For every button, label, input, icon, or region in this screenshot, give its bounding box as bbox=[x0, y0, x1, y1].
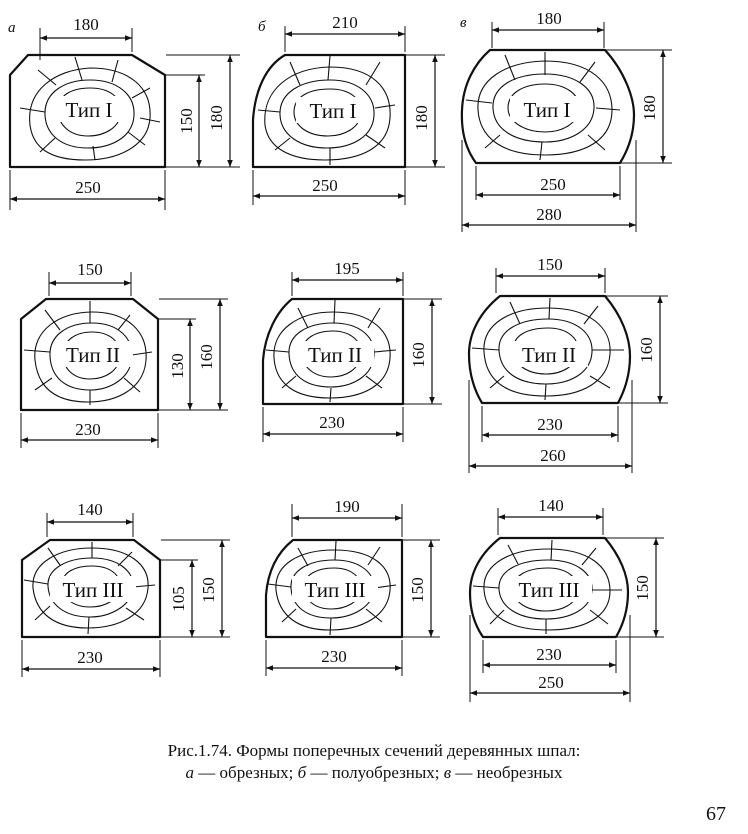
dim-bottom-outer: 280 bbox=[536, 205, 562, 224]
dim-bottom: 230 bbox=[75, 420, 101, 439]
type-label: Тип III bbox=[304, 578, 366, 602]
dim-top: 195 bbox=[334, 259, 360, 278]
column-label-a: а bbox=[8, 20, 16, 36]
column-label-v: в bbox=[460, 15, 467, 31]
caption-legend bbox=[0, 762, 748, 784]
dim-outer-height: 160 bbox=[409, 342, 428, 368]
dim-outer-height: 160 bbox=[197, 344, 216, 370]
dim-bottom: 250 bbox=[312, 176, 338, 195]
dim-bottom: 230 bbox=[319, 413, 345, 432]
caption-text-v: — необрезных bbox=[451, 763, 563, 782]
type-label: Тип I bbox=[65, 98, 113, 122]
dim-bottom-outer: 250 bbox=[538, 673, 564, 692]
caption-letter-v: в bbox=[443, 763, 452, 782]
dim-top: 180 bbox=[536, 9, 562, 28]
dim-bottom: 230 bbox=[321, 647, 347, 666]
dim-bottom: 250 bbox=[540, 175, 566, 194]
type-label: Тип III bbox=[518, 578, 580, 602]
dim-top: 140 bbox=[77, 500, 103, 519]
dim-inner-height: 150 bbox=[177, 108, 196, 134]
type-label: Тип II bbox=[65, 343, 121, 367]
section-b-type-3 bbox=[266, 497, 440, 676]
caption-letter-b: б bbox=[297, 763, 307, 782]
section-v-type-2 bbox=[469, 255, 668, 473]
section-v-type-3 bbox=[470, 496, 664, 702]
dim-outer-height: 150 bbox=[199, 577, 218, 603]
section-b-type-1 bbox=[253, 13, 445, 205]
caption-letter-a: а bbox=[185, 763, 195, 782]
dim-top: 150 bbox=[537, 255, 563, 274]
dim-bottom: 230 bbox=[536, 645, 562, 664]
section-a-type-2 bbox=[21, 260, 228, 448]
dim-inner-height: 130 bbox=[168, 353, 187, 379]
type-label: Тип I bbox=[523, 98, 571, 122]
dim-bottom-outer: 260 bbox=[540, 446, 566, 465]
dim-outer-height: 150 bbox=[633, 575, 652, 601]
dim-outer-height: 180 bbox=[207, 105, 226, 131]
dim-top: 150 bbox=[77, 260, 103, 279]
dim-outer-height: 160 bbox=[637, 337, 656, 363]
caption-text-b: — полуобрезных; bbox=[306, 763, 444, 782]
type-label: Тип I bbox=[309, 99, 357, 123]
type-label: Тип II bbox=[521, 343, 577, 367]
section-v-type-1 bbox=[462, 9, 672, 232]
caption-text-a: — обрезных; bbox=[194, 763, 298, 782]
dim-outer-height: 180 bbox=[412, 105, 431, 131]
type-label: Тип III bbox=[62, 578, 124, 602]
page-number: 67 bbox=[706, 803, 726, 825]
section-a-type-1 bbox=[10, 15, 240, 210]
caption-title: Рис.1.74. Формы поперечных сечений деревянных шпал: bbox=[167, 741, 581, 760]
dim-outer-height: 150 bbox=[408, 577, 427, 603]
figure-caption bbox=[0, 740, 748, 784]
dim-top: 190 bbox=[334, 497, 360, 516]
dim-bottom: 230 bbox=[537, 415, 563, 434]
dim-top: 140 bbox=[538, 496, 564, 515]
section-a-type-3 bbox=[22, 500, 230, 677]
dim-outer-height: 180 bbox=[640, 95, 659, 121]
dim-bottom: 230 bbox=[77, 648, 103, 667]
type-label: Тип II bbox=[307, 343, 363, 367]
dim-inner-height: 105 bbox=[169, 586, 188, 612]
dim-top: 180 bbox=[73, 15, 99, 34]
dim-top: 210 bbox=[332, 13, 358, 32]
section-b-type-2 bbox=[263, 259, 442, 442]
dim-bottom: 250 bbox=[75, 178, 101, 197]
column-label-b: б bbox=[258, 19, 266, 35]
